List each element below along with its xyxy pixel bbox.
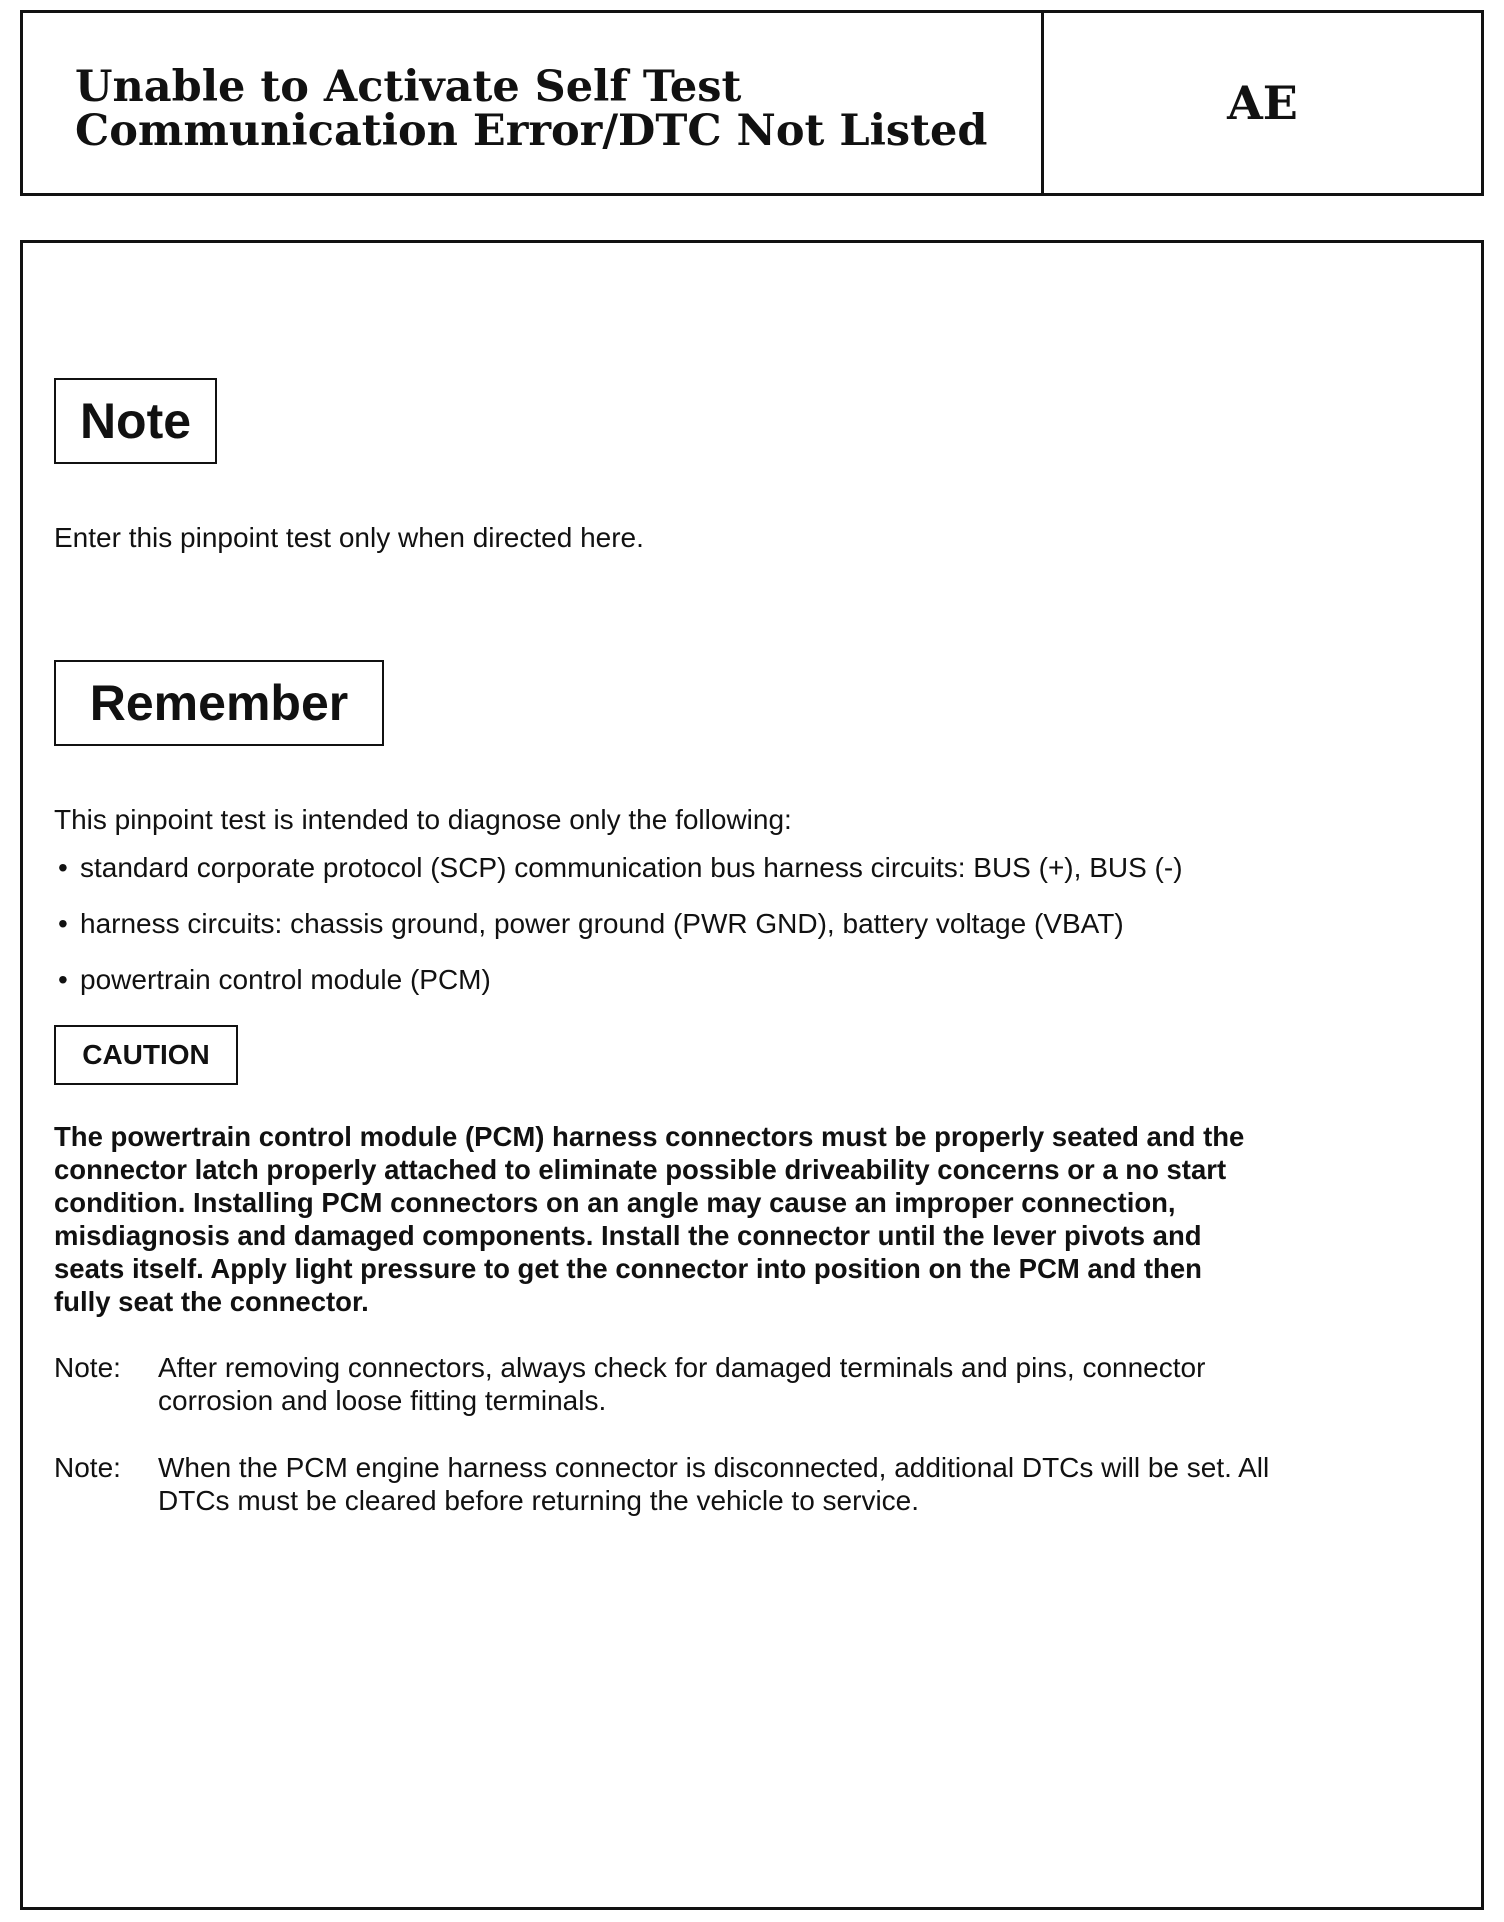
- list-item-text: harness circuits: chassis ground, power ground (PWR GND), battery voltage (VBAT): [80, 908, 1124, 939]
- notes-list: [54, 1351, 1459, 1551]
- note-label: Note:: [54, 1452, 121, 1483]
- note-row: [54, 1451, 1459, 1517]
- remember-bullet-list: [54, 851, 1183, 1019]
- pinpoint-test-code: AE: [1227, 76, 1298, 130]
- caution-line: The powertrain control module (PCM) harness connectors must be properly seated and the: [54, 1121, 1245, 1152]
- caution-line: misdiagnosis and damaged components. Install the connector until the lever pivots and: [54, 1220, 1202, 1251]
- note-body: [158, 1451, 1269, 1517]
- page-title: [75, 62, 1035, 156]
- note-line: corrosion and loose fitting terminals.: [158, 1385, 607, 1416]
- caution-line: seats itself. Apply light pressure to get the connector into position on the PCM and then: [54, 1253, 1202, 1284]
- note-row: [54, 1351, 1459, 1417]
- list-item: [54, 851, 1183, 907]
- page-title-line-1: Unable to Activate Self Test: [75, 62, 742, 112]
- note-heading: Note: [54, 378, 217, 464]
- list-item: [54, 907, 1183, 963]
- bullet-icon: •: [58, 908, 68, 939]
- list-item-text: powertrain control module (PCM): [80, 964, 491, 995]
- bullet-icon: •: [58, 964, 68, 995]
- remember-heading: Remember: [54, 660, 384, 746]
- bullet-icon: •: [58, 852, 68, 883]
- note-text: Enter this pinpoint test only when directed here.: [54, 522, 644, 553]
- caution-line: connector latch properly attached to eliminate possible driveability concerns or a no start: [54, 1154, 1227, 1185]
- note-label: Note:: [54, 1352, 121, 1383]
- caution-text: [54, 1120, 1459, 1318]
- note-body: [158, 1351, 1205, 1417]
- note-line: DTCs must be cleared before returning the vehicle to service.: [158, 1485, 920, 1516]
- title-header: [20, 10, 1484, 196]
- caution-line: fully seat the connector.: [54, 1286, 369, 1317]
- list-item-text: standard corporate protocol (SCP) communication bus harness circuits: BUS (+), BUS (-): [80, 852, 1183, 883]
- caution-line: condition. Installing PCM connectors on an angle may cause an improper connection,: [54, 1187, 1176, 1218]
- list-item: [54, 963, 1183, 1019]
- note-line: When the PCM engine harness connector is disconnected, additional DTCs will be set. All: [158, 1452, 1270, 1483]
- caution-heading: CAUTION: [54, 1025, 238, 1085]
- page-title-line-2: Communication Error/DTC Not Listed: [75, 106, 988, 156]
- note-line: After removing connectors, always check for damaged terminals and pins, connector: [158, 1352, 1206, 1383]
- content-panel: [20, 240, 1484, 1910]
- remember-intro: This pinpoint test is intended to diagnose only the following:: [54, 804, 792, 835]
